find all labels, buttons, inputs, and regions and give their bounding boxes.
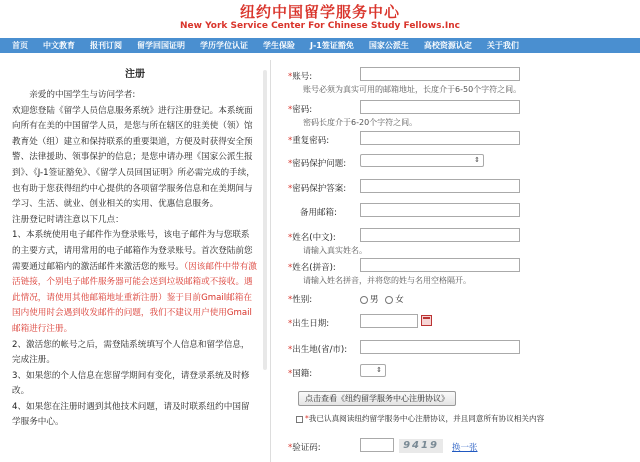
registration-form [288,53,640,462]
notice-intro: 欢迎您登陆《留学人员信息服务系统》进行注册登记。本系统面向所有在美的中国留学人员，是您与所在辖区的驻美使（领）馆教育处（组）建立和保持联系的重要渠道，方便及时获得安全预警、法律援助、领事保护的信息；是您申请办理《国家公派生报到》、《J-1签证豁免》、《留学人员回国证明》所必需完成的手续，也有助于您获得纽约中心提供的各项留学服务信息和在美期间与学习、生活、就业、创业相关的实用、优惠信息服务。 [12,105,255,210]
captcha-image: 9419 [399,439,443,453]
notice-point-4: 4、如果您在注册时遇到其他技术问题，请及时联系纽约中国留学服务中心。 [12,401,250,428]
nav-return-certificate[interactable]: 留学回国证明 [137,41,185,50]
nav-chinese-education[interactable]: 中文教育 [43,41,75,50]
nav-university-recognition[interactable]: 高校资源认定 [423,41,472,50]
captcha-input[interactable] [360,438,394,452]
site-title-en: New York Service Center For Chinese Study Fellows.Inc [180,21,460,31]
name-pinyin-label: *姓名(拼音): [288,263,336,273]
birth-place-label: *出生地(省/市): [288,345,348,355]
confirm-password-input[interactable] [360,131,520,145]
nationality-select[interactable] [360,364,386,377]
divider [270,60,271,462]
birth-place-input[interactable] [360,340,520,354]
name-cn-hint: 请输入真实姓名。 [303,246,367,255]
notice-title: 注册 [125,69,145,80]
calendar-icon[interactable] [421,315,432,326]
name-pinyin-hint: 请输入姓名拼音，并将您的姓与名用空格隔开。 [303,276,471,285]
notice-point-2: 2、激活您的帐号之后，需登陆系统填写个人信息和留学信息，完成注册。 [12,339,250,366]
security-answer-label: *密码保护答案: [288,184,347,194]
password-hint: 密码长度介于6-20个字符之间。 [303,118,418,127]
gender-female-label: 女 [395,295,404,305]
name-cn-label: *姓名(中文): [288,233,336,243]
account-hint: 账号必须为真实可用的邮箱地址，长度介于6-50个字符之间。 [303,85,522,94]
name-cn-input[interactable] [360,228,520,242]
security-question-select[interactable] [360,154,484,167]
account-label: *账号: [288,72,313,82]
nav-state-sponsored[interactable]: 国家公派生 [368,41,409,50]
select-arrows-icon: ⇕ [474,156,480,164]
site-title-cn: 纽约中国留学服务中心 [239,3,400,21]
nav-student-insurance[interactable]: 学生保险 [263,41,295,50]
nav-j1-waiver[interactable]: J-1签证豁免 [310,41,354,50]
change-captcha-link[interactable]: 换一张 [452,443,478,453]
name-pinyin-input[interactable] [360,258,520,272]
notice-point-3: 3、如果您的个人信息在您留学期间有变化，请登录系统及时修改。 [12,370,250,397]
gender-male-label: 男 [370,295,379,305]
nav-about-us[interactable]: 关于我们 [486,41,519,50]
security-question-label: *密码保护问题: [288,159,347,169]
registration-notice [0,53,268,462]
select-arrows-icon: ⇕ [376,366,382,374]
agree-checkbox[interactable] [296,416,303,423]
notice-point-1-warning: （因该邮件中带有激活链接，个别电子邮件服务器可能会送到垃圾邮箱或不接收。遇此情况，请使用其他邮箱地址重新注册）鉴于目前Gmail邮箱在国内使用时会遇到收发邮件的问题，我们不建议用户使用Gmail邮箱进行注册。 [12,261,257,334]
gender-female-radio[interactable] [385,296,393,304]
notice-greeting: 亲爱的中国学生与访问学者: [29,90,136,100]
security-answer-input[interactable] [360,179,520,193]
nav-subscriptions[interactable]: 报刊订阅 [90,41,122,50]
nav-home[interactable]: 首页 [12,41,28,50]
view-protocol-button[interactable]: 点击查看《纽约留学服务中心注册协议》 [298,391,456,406]
notice-points-heading: 注册登记时请注意以下几点： [12,214,124,225]
account-input[interactable] [360,67,520,81]
gender-label: *性别: [288,295,313,305]
backup-email-label: 备用邮箱: [300,208,337,218]
gender-options [360,293,404,305]
confirm-password-label: *重复密码: [288,136,330,146]
header [0,0,640,38]
birth-date-input[interactable] [360,314,418,328]
main-nav [0,38,640,53]
notice-scrollbar[interactable] [263,70,267,370]
nav-degree-certification[interactable]: 学历学位认证 [200,41,248,50]
agree-statement: *我已认真阅读纽约留学服务中心注册协议，并且同意所有协议相关内容 [296,413,544,424]
password-input[interactable] [360,100,520,114]
password-label: *密码: [288,105,313,115]
birth-date-label: *出生日期: [288,319,330,329]
backup-email-input[interactable] [360,203,520,217]
gender-male-radio[interactable] [360,296,368,304]
nationality-label: *国籍: [288,369,313,379]
captcha-label: *验证码: [288,443,321,453]
notice-point-1-text: 1、本系统使用电子邮件作为登录账号，该电子邮件为与您联系的主要方式，请用常用的电子邮箱作为登录账号。首次登陆前您需要通过邮箱内的激活邮件来激活您的账号。 [12,230,253,272]
notice-point-1 [12,228,258,337]
